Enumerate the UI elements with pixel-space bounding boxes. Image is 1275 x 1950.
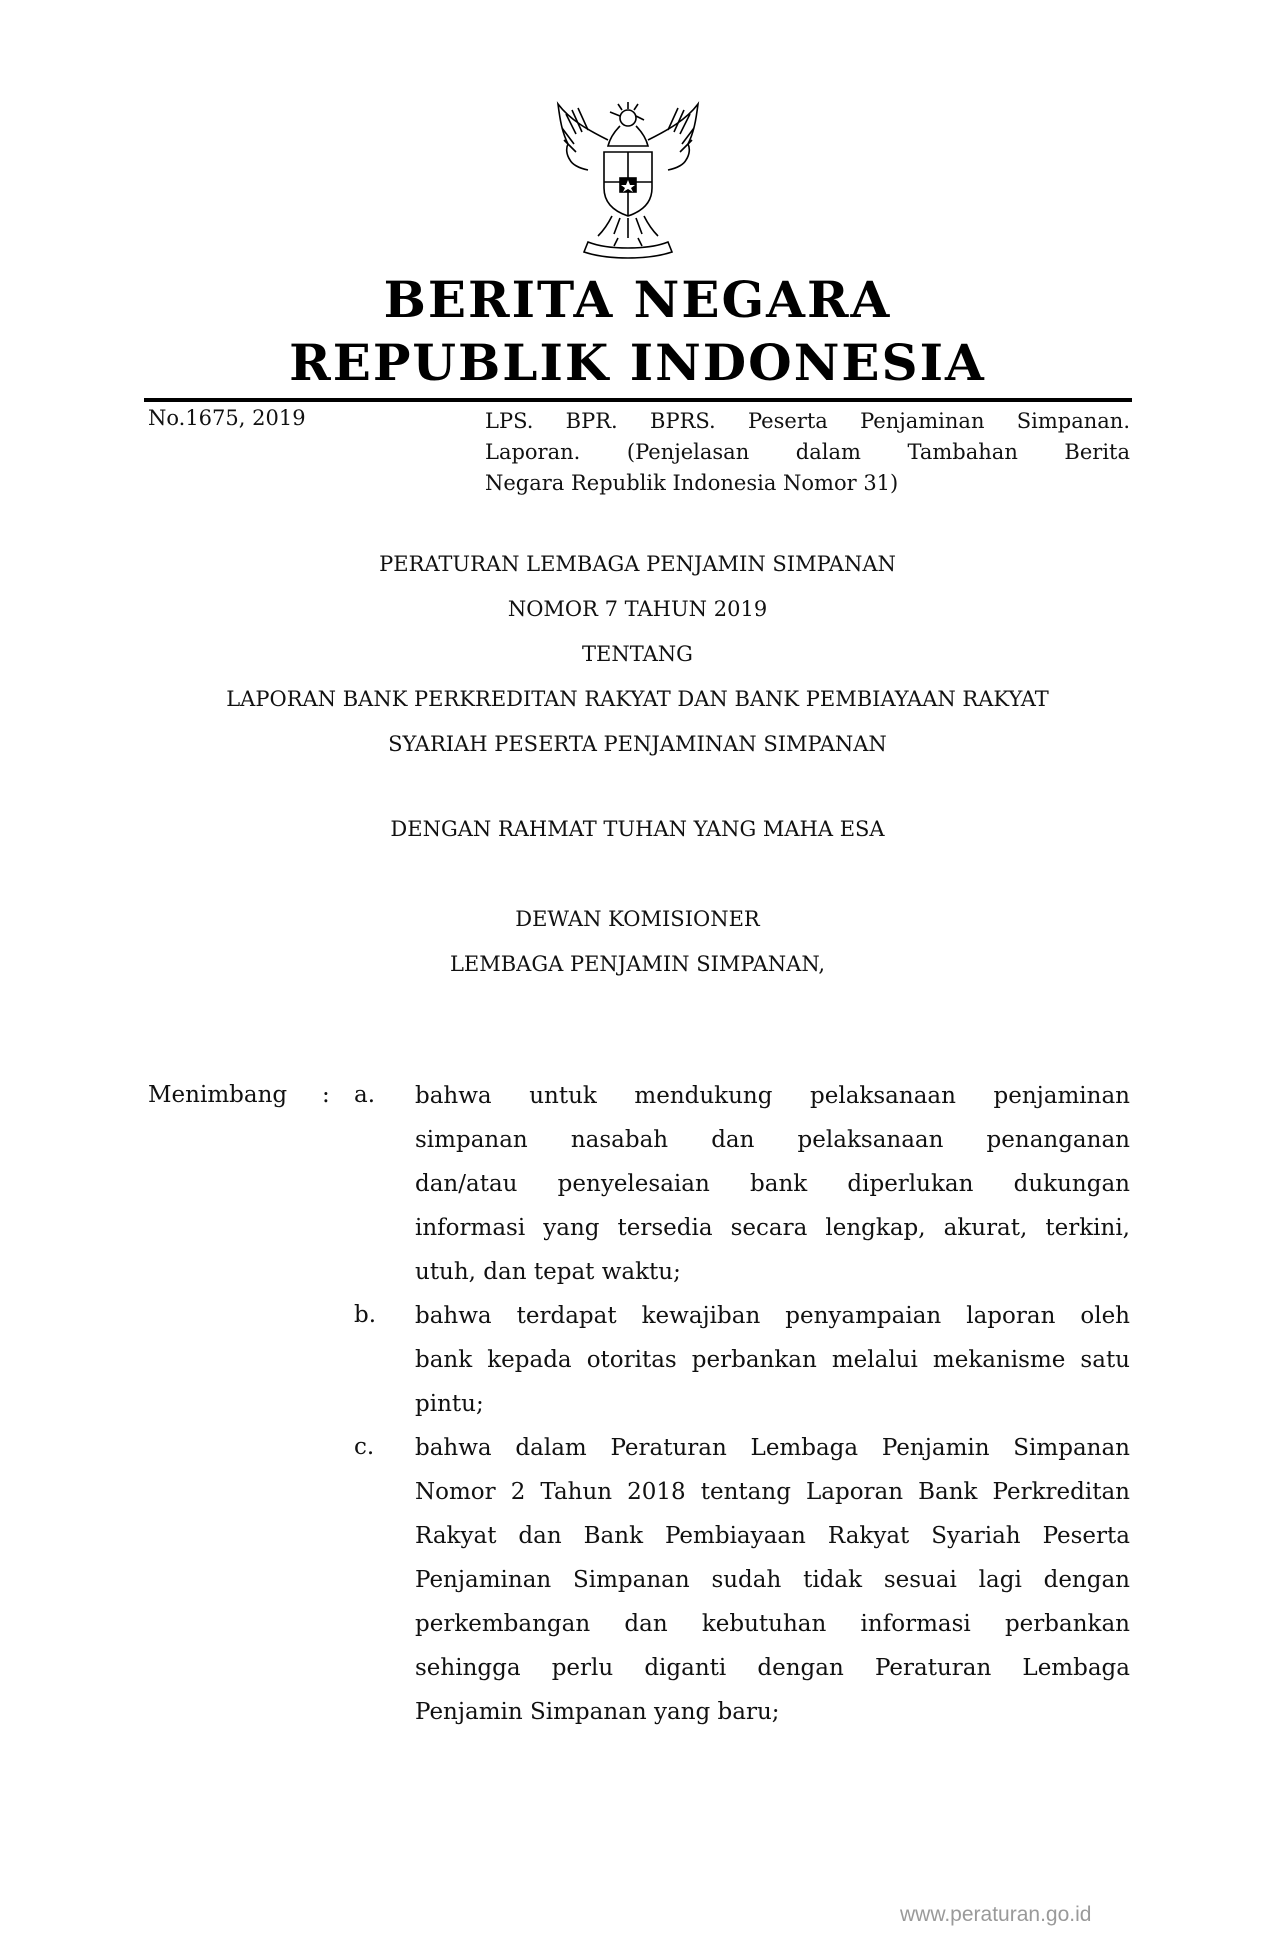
consideration-letter: b.	[354, 1302, 377, 1328]
consideration-letter: a.	[354, 1082, 376, 1108]
description-line: Laporan. (Penjelasan dalam Tambahan Berita	[485, 440, 1130, 464]
consideration-line: bank kepada otoritas perbankan melalui mekanisme satu	[415, 1347, 1130, 1373]
gazette-title-line1: BERITA NEGARA	[383, 270, 892, 329]
consideration-line: Rakyat dan Bank Pembiayaan Rakyat Syariah Peserta	[415, 1523, 1130, 1549]
consideration-line: Penjaminan Simpanan sudah tidak sesuai lagi dengan	[415, 1567, 1130, 1593]
regulation-about: TENTANG	[582, 642, 693, 666]
website-watermark: www.peraturan.go.id	[900, 1903, 1092, 1926]
consideration-line: perkembangan dan kebutuhan informasi perbankan	[415, 1611, 1130, 1637]
issuer-line2: LEMBAGA PENJAMIN SIMPANAN,	[449, 952, 826, 976]
considerations-label: Menimbang	[148, 1082, 288, 1108]
regulation-subject-line2: SYARIAH PESERTA PENJAMINAN SIMPANAN	[388, 732, 887, 756]
consideration-line: bahwa dalam Peraturan Lembaga Penjamin Simpanan	[415, 1435, 1130, 1461]
consideration-item-b	[415, 1294, 1130, 1426]
consideration-item-c	[415, 1426, 1130, 1734]
consideration-line: pintu;	[415, 1391, 484, 1417]
consideration-line: utuh, dan tepat waktu;	[415, 1259, 681, 1285]
consideration-line: Nomor 2 Tahun 2018 tentang Laporan Bank Perkreditan	[415, 1479, 1130, 1505]
considerations-colon: :	[322, 1082, 330, 1108]
gazette-number: No.1675, 2019	[148, 406, 306, 430]
consideration-line: simpanan nasabah dan pelaksanaan penanganan	[415, 1127, 1130, 1153]
gazette-title-line2: REPUBLIK INDONESIA	[289, 333, 986, 392]
regulation-type: PERATURAN LEMBAGA PENJAMIN SIMPANAN	[379, 552, 896, 576]
description-line: LPS. BPR. BPRS. Peserta Penjaminan Simpanan.	[485, 409, 1130, 433]
header-divider	[144, 398, 1132, 402]
consideration-line: sehingga perlu diganti dengan Peraturan Lembaga	[415, 1655, 1130, 1681]
blessing-line: DENGAN RAHMAT TUHAN YANG MAHA ESA	[390, 817, 885, 841]
regulation-subject-line1: LAPORAN BANK PERKREDITAN RAKYAT DAN BANK PEMBIAYAAN RAKYAT	[226, 687, 1049, 711]
consideration-line: bahwa terdapat kewajiban penyampaian laporan oleh	[415, 1303, 1130, 1329]
garuda-emblem-icon	[548, 100, 708, 260]
consideration-line: informasi yang tersedia secara lengkap, akurat, terkini,	[415, 1215, 1130, 1241]
consideration-line: dan/atau penyelesaian bank diperlukan dukungan	[415, 1171, 1130, 1197]
gazette-description	[485, 406, 1130, 499]
consideration-letter: c.	[354, 1434, 375, 1460]
consideration-item-a	[415, 1074, 1130, 1294]
description-line: Negara Republik Indonesia Nomor 31)	[485, 471, 899, 495]
consideration-line: Penjamin Simpanan yang baru;	[415, 1699, 780, 1725]
issuer-line1: DEWAN KOMISIONER	[515, 907, 760, 931]
consideration-line: bahwa untuk mendukung pelaksanaan penjaminan	[415, 1083, 1130, 1109]
regulation-number: NOMOR 7 TAHUN 2019	[507, 597, 768, 621]
